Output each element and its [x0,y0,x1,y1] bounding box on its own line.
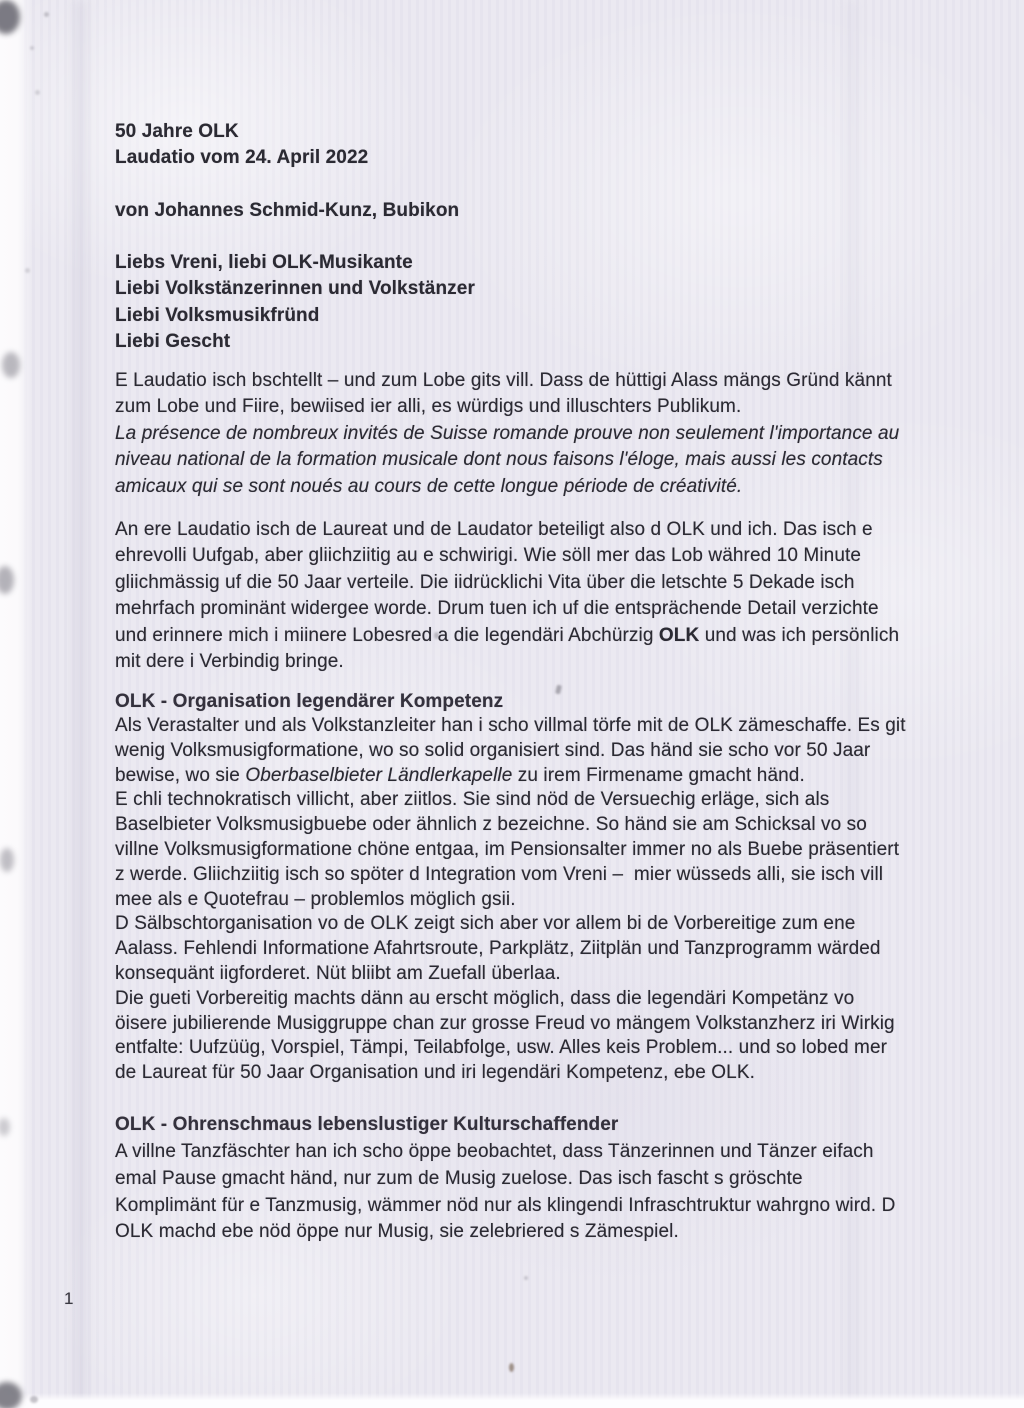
doc-line-french: La présence de nombreux invités de Suisse romande prouve non seulement l'importance au [115,422,900,444]
doc-line: gliichmässig uf die 50 Jaar verteile. Die iidrücklichi Vita über die letschte 5 Dekade isch [115,571,855,593]
doc-line: ehrevolli Uufgab, aber gliichziitig au e schwirigi. Wie söll mer das Lob währed 10 Minute [115,545,862,567]
salutation-line: Liebi Volksmusikfründ [115,304,320,326]
doc-line [115,764,906,789]
doc-line: de Laureat für 50 Jaar Organisation und iri legendäri Kompetenz, ebe OLK. [115,1062,755,1084]
scan-edge-bottom [0,1393,1024,1408]
doc-line-french: niveau national de la formation musicale dont nous faisons l'éloge, mais aussi les contacts [115,449,883,471]
doc-line: E chli technokratisch villicht, aber ziitlos. Sie sind nöd de Versuechig erläge, sich als [115,789,830,811]
salutation-line: Liebi Gescht [115,331,231,353]
doc-line: mehrfach prominänt widergee worde. Drum tuen ich uf die entsprächende Detail verzichte [115,598,879,620]
doc-line: zum Lobe und Fiire, bewiised ier alli, es würdigs und illuschters Publikum. [115,396,742,418]
doc-line: villne Volksmusigformatione chöne entgaa, im Pensionsalter immer no als Buebe präsentiert [115,838,900,860]
doc-line: An ere Laudatio isch de Laureat und de Laudator beteiligt also d OLK und ich. Das isch e [115,519,873,540]
scan-artifact [2,352,20,378]
doc-line: Aalass. Fehlendi Informatione Afahrtsroute, Parkplätz, Ziitplän und Tanzprogramm wärded [115,938,881,960]
section-organisation-heading [115,689,503,715]
scan-artifact [44,12,49,17]
scan-artifact [30,46,34,50]
doc-line: A villne Tanzfäschter han ich scho öppe beobachtet, dass Tänzerinnen und Tänzer eifach [115,1141,874,1162]
doc-line: OLK machd ebe nöd öppe nur Musig, sie zelebriered s Zämespiel. [115,1221,679,1243]
doc-line: z werde. Gliichziitig isch so spöter d Integration vom Vreni – mier wüsseds alli, sie isch vill [115,863,884,885]
scan-artifact [0,848,14,872]
doc-line: konsequänt iigforderet. Nüt bliibt am Zuefall überlaa. [115,962,561,984]
section-heading: OLK - Ohrenschmaus lebenslustiger Kulturschaffender [115,1114,619,1135]
paragraph-intro [115,368,899,500]
doc-line: wenig Volksmusigformatione, wo so solid organisiert sind. Das händ sie scho vor 50 Jaar [115,739,871,761]
scan-artifact [35,90,40,95]
scan-artifact [30,1396,38,1403]
doc-line-french: amicaux qui se sont noués au cours de cette longue période de créativité. [115,475,743,497]
scan-artifact [25,268,30,273]
doc-line: D Sälbschtorganisation vo de OLK zeigt sich aber vor allem bi de Vorbereitige zum ene [115,913,856,935]
doc-line-segment: und erinnere mich i miinere Lobesred a die legendäri Abchürzig [115,624,659,646]
doc-line: entfalte: Uufzüüg, Vorspiel, Tämpi, Teilabfolge, usw. Alles keis Problem... und so lobed mer [115,1037,888,1059]
section-heading: OLK - Organisation legendärer Kompetenz [115,691,504,712]
doc-title-line1: 50 Jahre OLK [115,121,239,142]
doc-line-segment-bold: OLK [658,624,700,646]
doc-line-segment: und was ich persönlich [699,624,900,646]
section-ohrenschmaus-body [115,1139,895,1246]
doc-line: emal Pause gmacht händ, nur zum de Musig zuelose. Das isch fascht s gröschte [115,1167,803,1189]
doc-line: Baselbieter Volksmusigbuebe oder ähnlich z bezeichne. So händ sie am Schicksal vo so [115,814,867,836]
doc-line: Als Verastalter und als Volkstanzleiter han i scho villmal törfe mit de OLK zämeschaffe. Es git [115,715,906,736]
doc-line: Komplimänt für e Tanzmusig, wämmer nöd nur als klingendi Infraschtruktur wahrgno wird. D [115,1194,896,1216]
salutation-block [115,250,475,356]
salutation-line: Liebi Volkstänzerinnen und Volkstänzer [115,278,475,300]
doc-line: Die gueti Vorbereitig machts dänn au erscht möglich, dass die legendäri Kompetänz vo [115,987,855,1009]
scan-artifact [509,1363,514,1372]
doc-line-segment: bewise, wo sie [115,764,246,786]
scan-artifact [555,685,562,695]
doc-line [115,623,899,649]
section-ohrenschmaus-heading [115,1112,618,1139]
section-organisation-body [115,714,906,1086]
scan-artifact [524,1276,528,1280]
document-header [115,119,368,172]
doc-line: mit dere i Verbindig bringe. [115,651,344,673]
author-line: von Johannes Schmid-Kunz, Bubikon [115,200,460,221]
salutation-line: Liebs Vreni, liebi OLK-Musikante [115,252,413,273]
doc-line-segment: zu irem Firmename gmacht händ. [512,764,805,786]
doc-line-segment-italic: Oberbaselbieter Ländlerkapelle [245,764,513,786]
doc-line: mee als e Quotefrau – problemlos möglich gsii. [115,888,516,910]
author-block [115,198,459,224]
doc-line: öisere jubilierende Musiggruppe chan zur grosse Freud vo mängem Volkstanzherz iri Wirkig [115,1012,895,1034]
page-number: 1 [64,1289,74,1308]
doc-title-line2: Laudatio vom 24. April 2022 [115,147,369,169]
paragraph-laudatio-intro [115,517,899,675]
scan-edge-left [0,0,32,1408]
doc-line: E Laudatio isch bschtellt – und zum Lobe gits vill. Dass de hüttigi Alass mängs Gründ kännt [115,370,892,391]
scanner-band [74,0,86,1408]
